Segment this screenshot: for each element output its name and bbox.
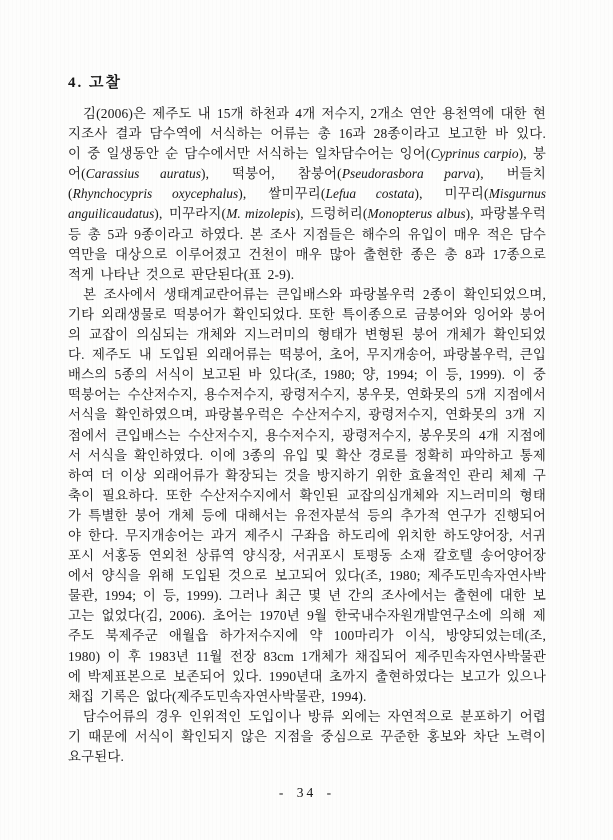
species-name: Cyprinus carpio xyxy=(430,146,519,162)
species-name: Rhynchocypris oxycephalus xyxy=(72,186,239,202)
text-segment: ), 떡붕어, 참붕어( xyxy=(200,166,342,182)
species-name: Lefua costata xyxy=(325,186,415,202)
text-segment: ), 버들치( xyxy=(68,166,546,202)
paragraph xyxy=(68,285,546,707)
text-segment: 담수어류의 경우 인위적인 도입이나 방류 외에는 자연적으로 분포하기 어렵기 때문에 서식이 확인되지 않은 지점을 중심으로 꾸준한 홍보와 차단 노력이 요구된다. xyxy=(68,708,546,764)
species-name: Monopterus albus xyxy=(367,206,466,222)
body-text xyxy=(68,104,546,767)
species-name: Misgurnus anguilicaudatus xyxy=(68,186,546,222)
text-segment: 본 조사에서 생태계교란어류는 큰입배스와 파랑볼우럭 2종이 확인되었으며, 기타 외래생물로 떡붕어가 확인되었다. 또한 특이종으로 금붕어와 잉어와 붕어의 교잡이 의심되는 개체와 지느러미의 형태가 변형된 붕어 개체가 확인되었다. 제주도 내 도입된 외래어류는 떡붕어, 초어, 무지개송어, 파랑볼우럭, 큰입배스의 5종의 서식이 보고된 바 있다(조, 1980; 양, 1994; 이 등, 1999). 이 중 떡붕어는 수산저수지, 용수저수지, 광령저수지, 봉우못, 연화못의 5개 지점에서 서식을 확인하였으며, 파랑볼우럭은 수산저수지, 광령저수지, 연화못의 3개 지점에서 큰입배스는 수산저수지, 용수저수지, 광령저수지, 봉우못의 4개 지점에서 서식을 확인하였다. 이에 3종의 유입 및 확산 경로를 정확히 파악하고 통제하여 더 이상 외래어류가 확장되는 것을 방지하기 위한 효율적인 관리 체제 구축이 필요하다. 또한 수산저수지에서 확인된 교잡의심개체와 지느러미의 형태가 특별한 붕어 개체 등에 대해서는 유전자분석 등의 추가적 연구가 진행되어야 한다. 무지개송어는 과거 제주시 구좌읍 하도리에 위치한 하도양어장, 서귀포시 서홍동 연외천 상류역 양식장, 서귀포시 토평동 소재 칼호텔 송어양어장에서 양식을 위해 도입된 것으로 보고되어 있다(조, 1980; 제주도민속자연사박물관, 1994; 이 등, 1999). 그러나 최근 몇 년 간의 조사에서는 출현에 대한 보고는 없었다(김, 2006). 초어는 1970년 9월 한국내수자원개발연구소에 의해 제주도 북제주군 애월읍 하가저수지에 약 100마리가 이식, 방양되었는데(조, 1980) 이 후 1983년 11월 전장 83cm 1개체가 채집되어 제주민속자연사박물관에 박제표본으로 보존되어 있다. 1990년대 초까지 출현하였다는 보고가 있으나 채집 기록은 없다(제주도민속자연사박물관, 1994). xyxy=(68,286,546,704)
text-segment: ), 미꾸리( xyxy=(414,186,489,202)
species-name: Pseudorasbora parva xyxy=(341,166,476,182)
section-heading: 4. 고찰 xyxy=(68,75,122,91)
text-segment: 김(2006)은 제주도 내 15개 하천과 4개 저수지, 2개소 연안 용천역에 대한 현지조사 결과 담수역에 서식하는 어류는 총 16과 28종이라고 보고한 바 있다. 이 중 일생동안 순 담수에서만 서식하는 일차담수어는 잉어( xyxy=(68,106,546,162)
text-block xyxy=(68,74,546,767)
species-name: Carassius auratus xyxy=(85,166,201,182)
text-segment: ), 드렁허리( xyxy=(295,206,368,222)
text-segment: ), 미꾸라지( xyxy=(154,206,227,222)
text-segment: ), 붕어( xyxy=(68,146,547,182)
species-name: M. mizolepis xyxy=(226,206,296,222)
text-segment: ), 쌀미꾸리( xyxy=(238,186,326,202)
paragraph xyxy=(68,104,546,285)
text-segment: ), 파랑볼우럭 등 총 5과 9종이라고 하였다. 본 조사 지점들은 해수의 유입이 매우 적은 담수역만을 대상으로 이루어졌고 건천이 매우 많아 출현한 종은 총 8과 17종으로 적게 나타난 것으로 판단된다(표 2-9). xyxy=(68,206,546,282)
page-number: - 34 - xyxy=(278,785,335,800)
paragraph xyxy=(68,707,546,767)
